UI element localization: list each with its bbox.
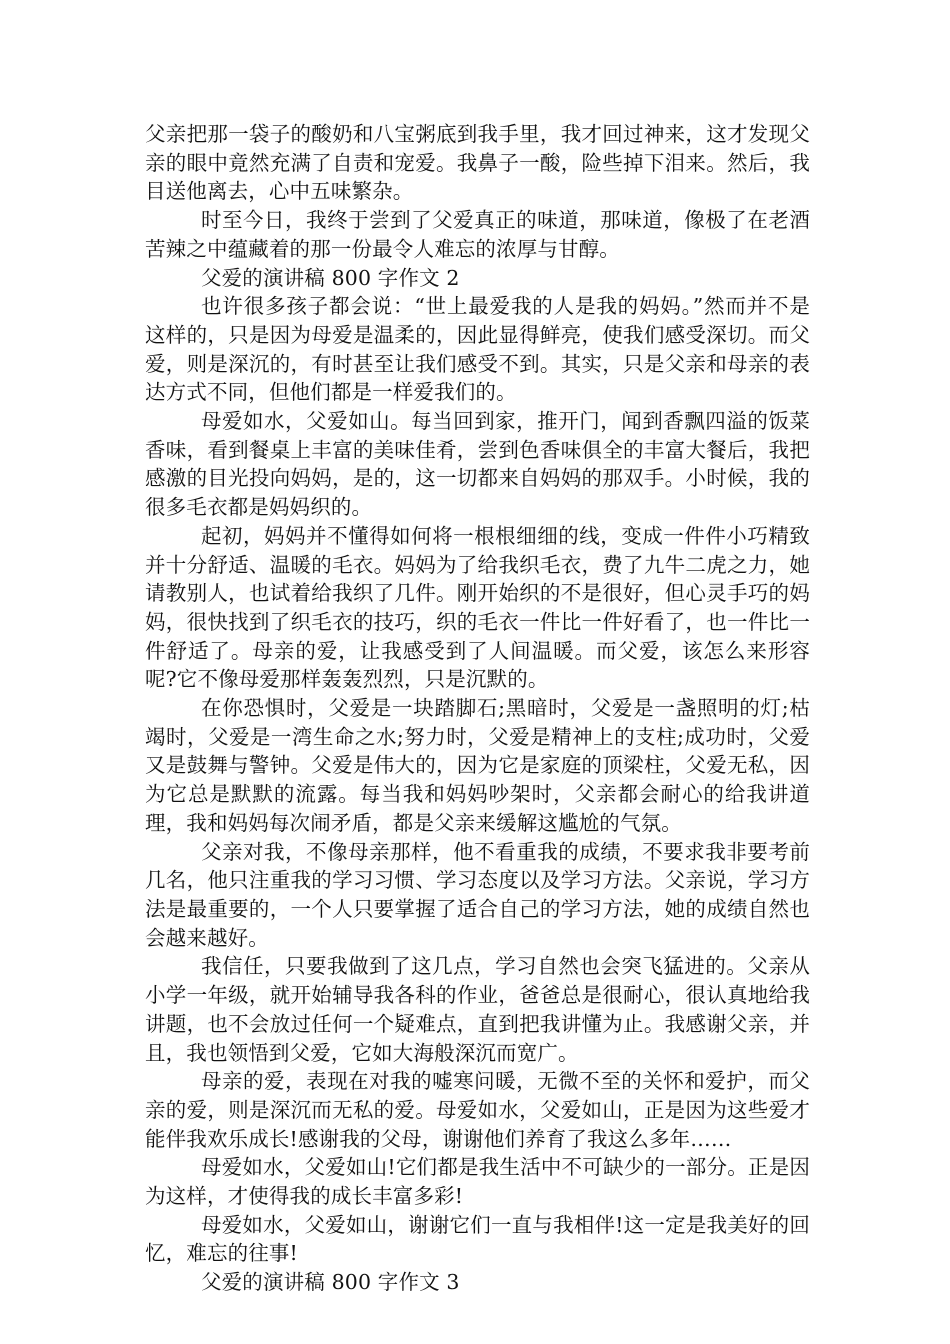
section-heading-2: 父爱的演讲稿 800 字作文 2 [201,265,460,290]
paragraph-2: 时至今日，我终于尝到了父爱真正的味道，那味道，像极了在老酒苦辣之中蕴藏着的那一份最令人难忘的浓厚与甘醇。 [145,208,810,261]
document-body [145,120,810,1297]
paragraph-7: 在你恐惧时，父爱是一块踏脚石;黑暗时，父爱是一盏照明的灯;枯竭时，父爱是一湾生命之水;努力时，父爱是精神上的支柱;成功时，父爱又是鼓舞与警钟。父爱是伟大的，因为它是家庭的顶梁柱，父爱无私，因为它总是默默的流露。每当我和妈妈吵架时，父亲都会耐心的给我讲道理，我和妈妈每次闹矛盾，都是父亲来缓解这尴尬的气氛。 [145,696,810,835]
paragraph-11: 母爱如水，父爱如山!它们都是我生活中不可缺少的一部分。正是因为这样，才使得我的成长丰富多彩! [145,1155,810,1209]
paragraph-1: 父亲把那一袋子的酸奶和八宝粥底到我手里，我才回过神来，这才发现父亲的眼中竟然充满了自责和宠爱。我鼻子一酸，险些掉下泪来。然后，我目送他离去，心中五味繁杂。 [145,122,810,204]
paragraph-4: 也许很多孩子都会说：“世上最爱我的人是我的妈妈。”然而并不是这样的，只是因为母爱是温柔的，因此显得鲜亮，使我们感受深切。而父爱，则是深沉的，有时甚至让我们感受不到。其实，只是父亲和母亲的表达方式不同，但他们都是一样爱我们的。 [145,294,810,405]
paragraph-8: 父亲对我，不像母亲那样，他不看重我的成绩，不要求我非要考前几名，他只注重我的学习习惯、学习态度以及学习方法。父亲说，学习方法是最重要的，一个人只要掌握了适合自己的学习方法，她的成绩自然也会越来越好。 [145,839,810,950]
paragraph-6: 起初，妈妈并不懂得如何将一根根细细的线，变成一件件小巧精致并十分舒适、温暖的毛衣。妈妈为了给我织毛衣，费了九牛二虎之力，她请教别人，也试着给我织了几件。刚开始织的不是很好，但心灵手巧的妈妈，很快找到了织毛衣的技巧，织的毛衣一件比一件好看了，也一件比一件舒适了。母亲的爱，让我感受到了人间温暖。而父爱，该怎么来形容呢?它不像母爱那样轰轰烈烈，只是沉默的。 [145,523,810,692]
paragraph-10: 母亲的爱，表现在对我的嘘寒问暖，无微不至的关怀和爱护，而父亲的爱，则是深沉而无私的爱。母爱如水，父爱如山，正是因为这些爱才能伴我欢乐成长!感谢我的父母，谢谢他们养育了我这么多年…… [145,1069,810,1151]
paragraph-5: 母爱如水，父爱如山。每当回到家，推开门，闻到香飘四溢的饭菜香味，看到餐桌上丰富的美味佳肴，尝到色香味俱全的丰富大餐后，我把感激的目光投向妈妈，是的，这一切都来自妈妈的那双手。小时候，我的很多毛衣都是妈妈织的。 [145,409,810,520]
paragraph-9: 我信任，只要我做到了这几点，学习自然也会突飞猛进的。父亲从小学一年级，就开始辅导我各科的作业，爸爸总是很耐心，很认真地给我讲题，也不会放过任何一个疑难点，直到把我讲懂为止。我感谢父亲，并且，我也领悟到父爱，它如大海般深沉而宽广。 [145,954,810,1065]
paragraph-12: 母爱如水，父爱如山，谢谢它们一直与我相伴!这一定是我美好的回忆，难忘的往事! [145,1212,810,1266]
section-heading-3: 父爱的演讲稿 800 字作文 3 [201,1270,460,1295]
